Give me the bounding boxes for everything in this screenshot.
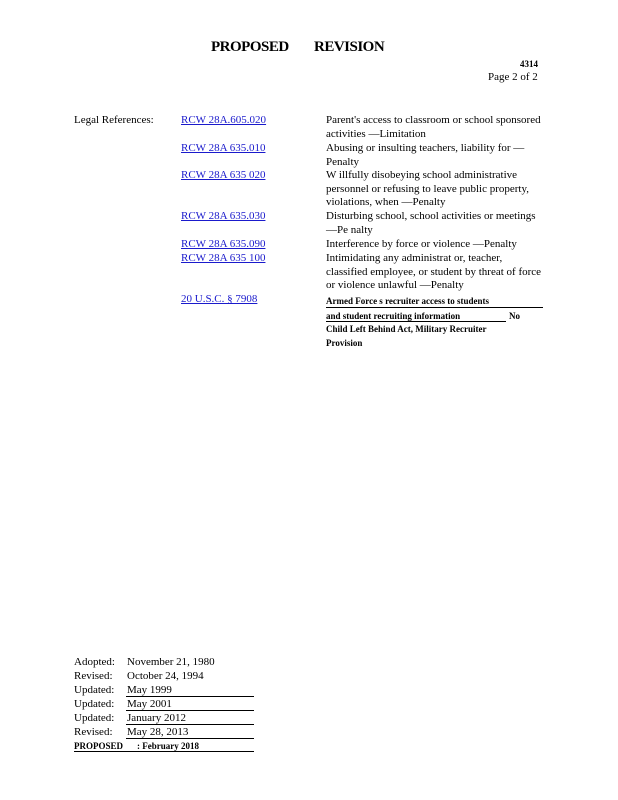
history-label: Adopted: <box>74 656 115 668</box>
history-label: Updated: <box>74 684 115 696</box>
history-date: May 1999 <box>127 684 172 696</box>
proposed-label: PROPOSED <box>74 741 124 751</box>
legal-ref-description: W illfully disobeying school administrative personnel or refusing to leave public property, violations, when —Penalty <box>326 169 530 208</box>
legal-ref-link[interactable]: RCW 28A.605.020 <box>181 114 267 126</box>
legal-ref-description: Child Left Behind Act, Military Recruiter <box>326 324 487 334</box>
legal-ref-description: Intimidating any administrat or, teacher, classified employee, or student by threat of force or violence unlawful —Penalty <box>326 252 542 291</box>
heading-revision: REVISION <box>314 39 385 55</box>
history-date: October 24, 1994 <box>127 670 204 682</box>
legal-references-label: Legal References: <box>74 114 154 126</box>
legal-ref-link[interactable]: RCW 28A 635.010 <box>181 142 266 154</box>
history-date: January 2012 <box>127 712 186 724</box>
legal-ref-link[interactable]: RCW 28A 635 020 <box>181 169 266 181</box>
history-label: Revised: <box>74 670 113 682</box>
divider <box>326 307 543 308</box>
legal-ref-description: Interference by force or violence —Penalty <box>326 238 517 250</box>
policy-number: 4314 <box>520 59 538 69</box>
legal-ref-link[interactable]: RCW 28A 635.090 <box>181 238 266 250</box>
heading-proposed: PROPOSED <box>211 39 289 55</box>
legal-ref-description: Parent's access to classroom or school sponsored activities —Limitation <box>326 114 541 140</box>
history-label: Updated: <box>74 698 115 710</box>
legal-ref-description: Armed Force s recruiter access to students <box>326 296 489 306</box>
legal-ref-link[interactable]: RCW 28A 635 100 <box>181 252 266 264</box>
legal-ref-description: Disturbing school, school activities or meetings —Pe nalty <box>326 210 536 236</box>
page-number: Page 2 of 2 <box>488 71 538 83</box>
history-date: May 2001 <box>127 698 172 710</box>
legal-ref-description: Abusing or insulting teachers, liability for — Penalty <box>326 142 525 168</box>
legal-ref-description: and student recruiting information <box>326 311 461 321</box>
divider <box>126 696 254 697</box>
legal-ref-description: No <box>509 311 520 321</box>
history-label: Revised: <box>74 726 113 738</box>
divider <box>126 724 254 725</box>
legal-ref-link[interactable]: 20 U.S.C. § 7908 <box>181 293 258 305</box>
legal-ref-link[interactable]: RCW 28A 635.030 <box>181 210 266 222</box>
history-label: Updated: <box>74 712 115 724</box>
divider <box>126 738 254 739</box>
divider <box>74 751 254 752</box>
history-date: May 28, 2013 <box>127 726 189 738</box>
divider <box>326 321 506 322</box>
legal-ref-description: Provision <box>326 338 363 348</box>
history-date: November 21, 1980 <box>127 656 215 668</box>
divider <box>126 710 254 711</box>
proposed-date: : February 2018 <box>137 741 199 751</box>
